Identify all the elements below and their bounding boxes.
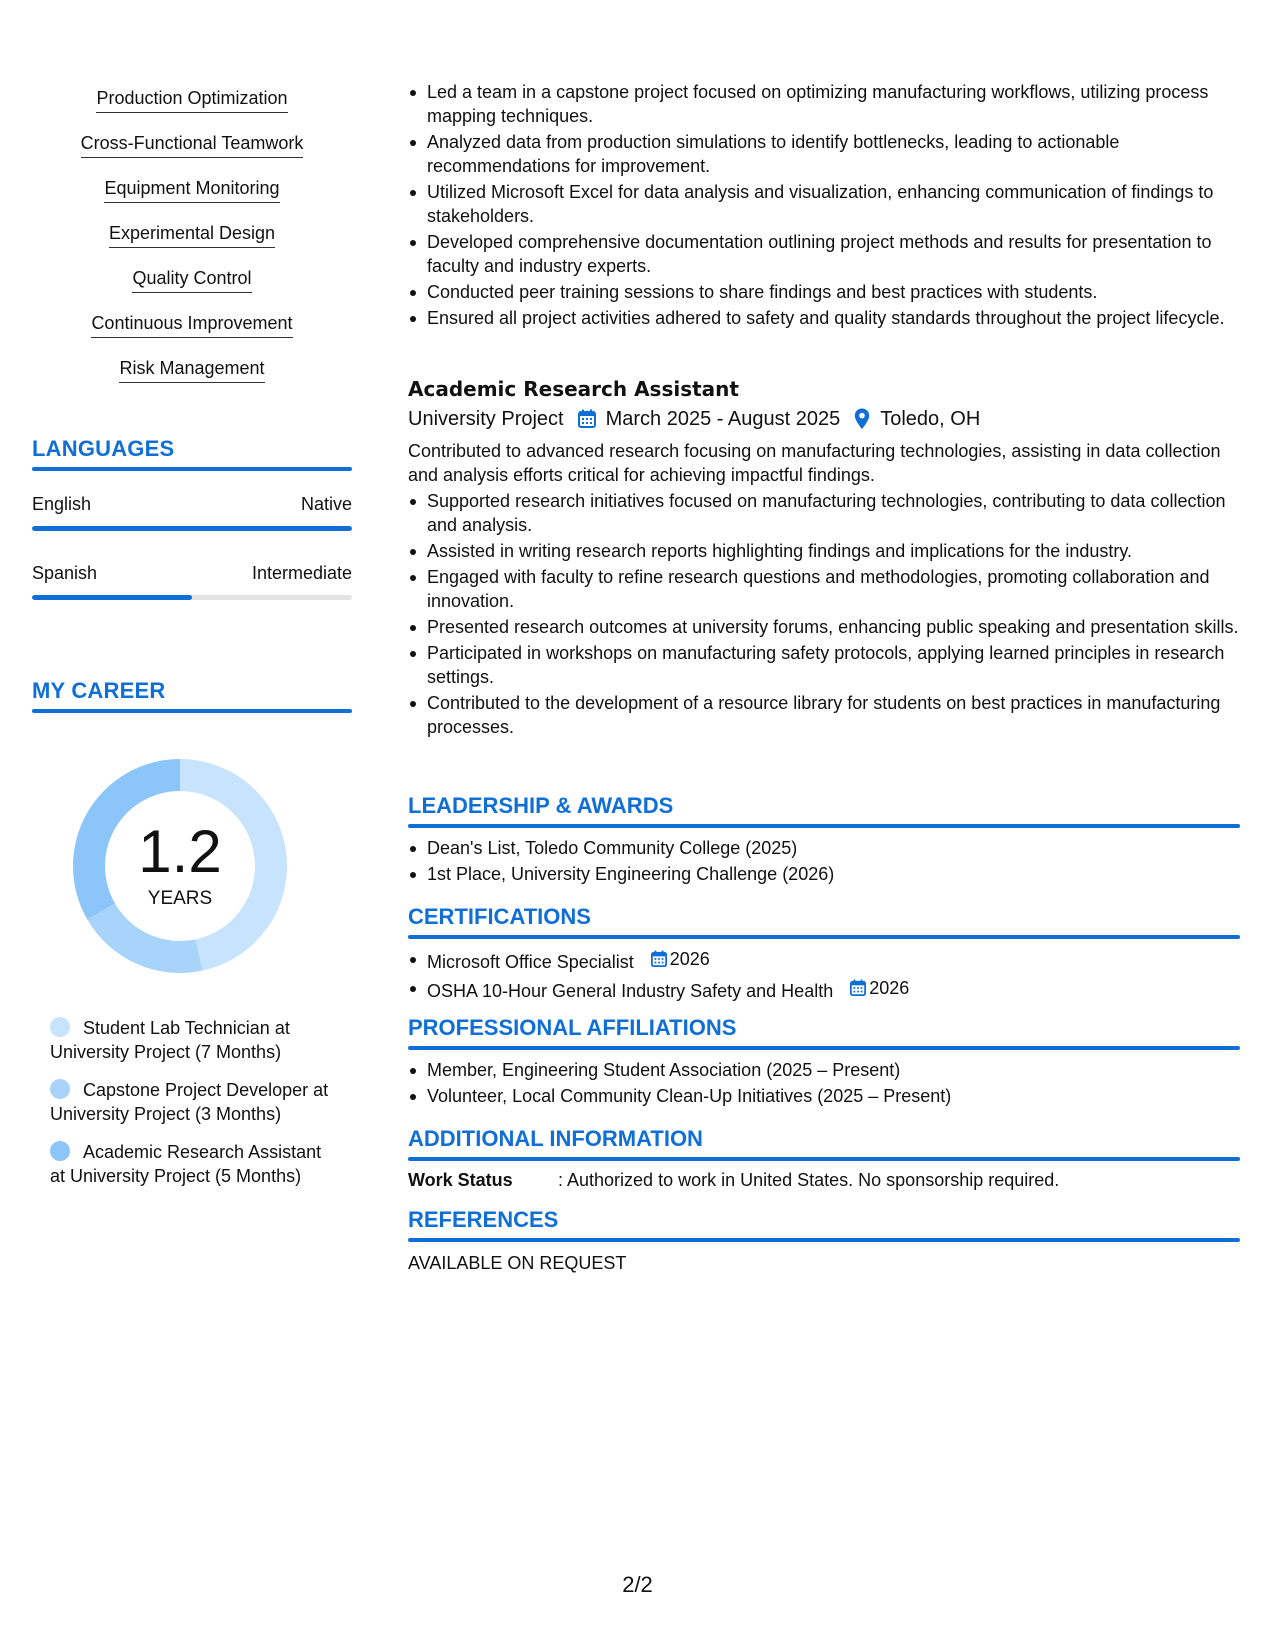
languages-heading: LANGUAGES — [32, 436, 175, 461]
research-bullets — [408, 489, 1240, 739]
bullet-item: Utilized Microsoft Excel for data analysis and visualization, enhancing communication of findings to stakeholders. — [408, 180, 1240, 228]
legend-label: Capstone Project Developer at University Project (3 Months) — [50, 1080, 329, 1124]
skill-label: Cross-Functional Teamwork — [81, 131, 304, 158]
bullet-item: Analyzed data from production simulations to identify bottlenecks, leading to actionable recommendations for improvement. — [408, 130, 1240, 178]
references-heading-block — [408, 1206, 1240, 1242]
awards-list — [408, 836, 1240, 888]
award-item: Dean's List, Toledo Community College (2025) — [408, 836, 1240, 860]
skill-label: Continuous Improvement — [91, 311, 292, 338]
job-org: University Project — [408, 408, 564, 430]
legend-label: Student Lab Technician at University Project (7 Months) — [50, 1018, 290, 1062]
capstone-bullets — [408, 80, 1240, 330]
skill-item — [32, 311, 352, 338]
bullet-item: Engaged with faculty to refine research questions and methodologies, promoting collaboration and innovation. — [408, 565, 1240, 613]
research-job — [408, 375, 1240, 741]
calendar-icon — [850, 979, 866, 997]
legend-dot — [50, 1017, 70, 1037]
additional-heading-block — [408, 1125, 1240, 1161]
career-total: 1.2 — [138, 818, 222, 885]
language-bar — [32, 595, 352, 600]
certification-name: Microsoft Office Specialist — [427, 952, 634, 972]
certifications-list — [408, 947, 1240, 1005]
language-row — [32, 563, 352, 584]
skill-item — [32, 266, 352, 293]
language-level: Native — [300, 494, 352, 514]
certification-item — [408, 976, 1240, 1003]
award-item: 1st Place, University Engineering Challenge (2026) — [408, 862, 1240, 886]
legend-dot — [50, 1141, 70, 1161]
career-legend-item — [50, 1140, 340, 1188]
affiliations-list — [408, 1058, 1240, 1110]
certification-year-text: 2026 — [869, 978, 910, 998]
certification-year — [850, 976, 909, 1000]
additional-rule — [408, 1157, 1240, 1161]
bullet-item: Participated in workshops on manufacturing safety protocols, applying learned principles in research settings. — [408, 641, 1240, 689]
awards-heading-block — [408, 792, 1240, 828]
skill-item — [32, 131, 352, 158]
calendar-icon — [578, 409, 596, 429]
career-rule — [32, 709, 352, 713]
skill-label: Experimental Design — [109, 221, 275, 248]
skill-item — [32, 176, 352, 203]
certification-year — [651, 947, 710, 971]
bullet-item: Developed comprehensive documentation outlining project methods and results for presentation to faculty and industry experts. — [408, 230, 1240, 278]
skill-label: Equipment Monitoring — [104, 176, 279, 203]
legend-label: Academic Research Assistant at University Project (5 Months) — [50, 1142, 322, 1186]
language-level: Intermediate — [251, 563, 352, 583]
references-heading: REFERENCES — [408, 1207, 559, 1232]
languages-rule — [32, 467, 352, 471]
references-rule — [408, 1238, 1240, 1242]
bullet-item: Assisted in writing research reports highlighting findings and implications for the industry. — [408, 539, 1240, 563]
affiliations-rule — [408, 1046, 1240, 1050]
map-pin-icon — [854, 408, 870, 430]
language-bar — [32, 526, 352, 531]
job-title: Academic Research Assistant — [408, 377, 739, 401]
career-legend-item — [50, 1078, 340, 1126]
donut-segment — [87, 904, 202, 974]
awards-rule — [408, 824, 1240, 828]
certification-year-text: 2026 — [669, 949, 710, 969]
skill-label: Risk Management — [119, 356, 264, 383]
certification-name: OSHA 10-Hour General Industry Safety and Health — [427, 981, 834, 1001]
bullet-item: Supported research initiatives focused on manufacturing technologies, contributing to data collection and analysis. — [408, 489, 1240, 537]
job-location: Toledo, OH — [880, 408, 981, 430]
bullet-item: Conducted peer training sessions to share findings and best practices with students. — [408, 280, 1240, 304]
bullet-item: Presented research outcomes at university forums, enhancing public speaking and presentation skills. — [408, 615, 1240, 639]
job-summary: Contributed to advanced research focusing on manufacturing technologies, assisting in data collection and analysis efforts critical for achieving impactful findings. — [408, 441, 1221, 485]
skill-item — [32, 221, 352, 248]
job-meta — [408, 405, 1240, 433]
certifications-heading-block — [408, 903, 1240, 939]
references-text: AVAILABLE ON REQUEST — [408, 1253, 627, 1273]
certification-item — [408, 947, 1240, 974]
work-status-label: Work Status — [408, 1170, 513, 1190]
skill-label: Production Optimization — [96, 86, 287, 113]
language-row — [32, 494, 352, 515]
awards-heading: LEADERSHIP & AWARDS — [408, 793, 674, 818]
skill-label: Quality Control — [132, 266, 251, 293]
affiliations-heading: PROFESSIONAL AFFILIATIONS — [408, 1015, 737, 1040]
work-status-value: : Authorized to work in United States. No sponsorship required. — [558, 1170, 1060, 1190]
page-number: 2/2 — [622, 1572, 653, 1597]
bullet-item: Ensured all project activities adhered to safety and quality standards throughout the project lifecycle. — [408, 306, 1240, 330]
job-dates: March 2025 - August 2025 — [605, 408, 841, 430]
language-name: Spanish — [32, 563, 98, 583]
certifications-rule — [408, 935, 1240, 939]
language-bar-fill — [32, 595, 192, 600]
certifications-heading: CERTIFICATIONS — [408, 904, 591, 929]
language-name: English — [32, 494, 92, 514]
legend-dot — [50, 1079, 70, 1099]
skill-item — [32, 356, 352, 383]
additional-heading: ADDITIONAL INFORMATION — [408, 1126, 703, 1151]
capstone-block — [408, 80, 1240, 332]
work-status-row — [408, 1168, 1240, 1192]
affiliation-item: Member, Engineering Student Association (2025 – Present) — [408, 1058, 1240, 1082]
career-unit: YEARS — [147, 888, 213, 909]
bullet-item: Contributed to the development of a resource library for students on best practices in manufacturing processes. — [408, 691, 1240, 739]
skill-item — [32, 86, 352, 113]
affiliations-heading-block — [408, 1014, 1240, 1050]
affiliation-item: Volunteer, Local Community Clean-Up Initiatives (2025 – Present) — [408, 1084, 1240, 1108]
bullet-item: Led a team in a capstone project focused on optimizing manufacturing workflows, utilizing process mapping techniques. — [408, 80, 1240, 128]
calendar-icon — [651, 950, 667, 968]
career-heading: MY CAREER — [32, 678, 166, 703]
career-legend-item — [50, 1016, 340, 1064]
language-bar-fill — [32, 526, 352, 531]
